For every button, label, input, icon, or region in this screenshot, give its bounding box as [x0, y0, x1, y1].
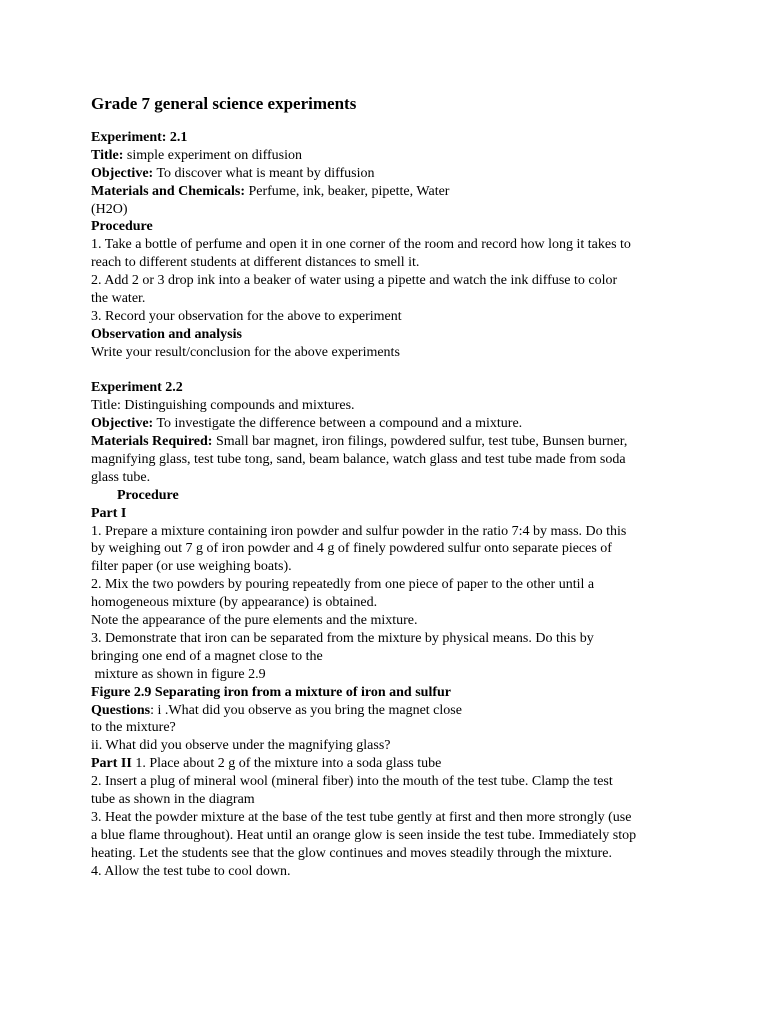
experiment-2-1-heading: Experiment: 2.1	[91, 130, 188, 145]
questions-cont: to the mixture?	[91, 720, 176, 736]
experiment-2-1-materials: Materials and Chemicals: Perfume, ink, beaker, pipette, Water	[91, 183, 450, 199]
part-1-heading: Part I	[91, 505, 127, 521]
experiment-2-1-step-3: 3. Record your observation for the above to experiment	[91, 308, 402, 324]
part-2-step-1: Part II 1. Place about 2 g of the mixture into a soda glass tube	[91, 756, 442, 772]
part-1-step-2: 2. Mix the two powders by pouring repeatedly from one piece of paper to the other until a	[91, 577, 595, 593]
document-title: Grade 7 general science experiments	[91, 94, 357, 113]
part-2-step-3-cont-2: heating. Let the students see that the glow continues and moves steadily through the mixture.	[91, 845, 612, 861]
part-1-step-3: 3. Demonstrate that iron can be separated from the mixture by physical means. Do this by	[91, 630, 594, 646]
section-spacer	[91, 362, 691, 380]
experiment-2-1-materials-cont: (H2O)	[91, 201, 128, 217]
part-1-note: Note the appearance of the pure elements and the mixture.	[91, 613, 418, 629]
part-1-step-3-cont-1: bringing one end of a magnet close to the	[91, 648, 323, 664]
part-2-step-2: 2. Insert a plug of mineral wool (mineral fiber) into the mouth of the test tube. Clamp the test	[91, 774, 613, 790]
question-ii: ii. What did you observe under the magnifying glass?	[91, 738, 391, 754]
experiment-2-1-objective: Objective: To discover what is meant by diffusion	[91, 165, 375, 181]
part-1-step-1-cont-1: by weighing out 7 g of iron powder and 4 g of finely powdered sulfur onto separate pieces of	[91, 541, 612, 557]
part-1-step-1-cont-2: filter paper (or use weighing boats).	[91, 559, 292, 575]
part-1-step-1: 1. Prepare a mixture containing iron powder and sulfur powder in the ratio 7:4 by mass. Do this	[91, 523, 627, 539]
experiment-2-2-procedure-heading: Procedure	[117, 487, 179, 503]
experiment-2-1-step-2-cont: the water.	[91, 291, 146, 307]
figure-caption: Figure 2.9 Separating iron from a mixture of iron and sulfur	[91, 684, 451, 700]
part-2-step-3: 3. Heat the powder mixture at the base of the test tube gently at first and then more strongly (use	[91, 809, 632, 825]
experiment-2-2-objective: Objective: To investigate the difference between a compound and a mixture.	[91, 416, 523, 432]
part-2-step-2-cont: tube as shown in the diagram	[91, 791, 255, 807]
part-2-step-4: 4. Allow the test tube to cool down.	[91, 863, 291, 879]
experiment-2-1-step-1-cont: reach to different students at different distances to smell it.	[91, 255, 420, 271]
experiment-2-1-observation-heading: Observation and analysis	[91, 326, 242, 342]
experiment-2-1-procedure-heading: Procedure	[91, 219, 153, 235]
experiment-2-1-title: Title: simple experiment on diffusion	[91, 147, 303, 163]
experiment-2-1-observation-text: Write your result/conclusion for the above experiments	[91, 344, 400, 360]
experiment-2-2-title: Title: Distinguishing compounds and mixtures.	[91, 398, 355, 414]
experiment-2-2-materials-cont-1: magnifying glass, test tube tong, sand, beam balance, watch glass and test tube made from soda	[91, 452, 626, 468]
questions: Questions: i .What did you observe as you bring the magnet close	[91, 702, 462, 718]
experiment-2-1-step-1: 1. Take a bottle of perfume and open it in one corner of the room and record how long it takes to	[91, 237, 631, 253]
part-2-step-3-cont-1: a blue flame throughout). Heat until an orange glow is seen inside the test tube. Immediately stop	[91, 827, 637, 843]
part-1-step-2-cont: homogeneous mixture (by appearance) is obtained.	[91, 595, 378, 611]
experiment-2-2-heading: Experiment 2.2	[91, 380, 183, 396]
document-body	[91, 129, 691, 880]
experiment-2-2-materials: Materials Required: Small bar magnet, iron filings, powdered sulfur, test tube, Bunsen burner,	[91, 434, 628, 450]
part-1-step-3-cont-2: mixture as shown in figure 2.9	[91, 666, 266, 682]
experiment-2-1-step-2: 2. Add 2 or 3 drop ink into a beaker of water using a pipette and watch the ink diffuse to color	[91, 273, 618, 289]
experiment-2-2-materials-cont-2: glass tube.	[91, 469, 151, 485]
